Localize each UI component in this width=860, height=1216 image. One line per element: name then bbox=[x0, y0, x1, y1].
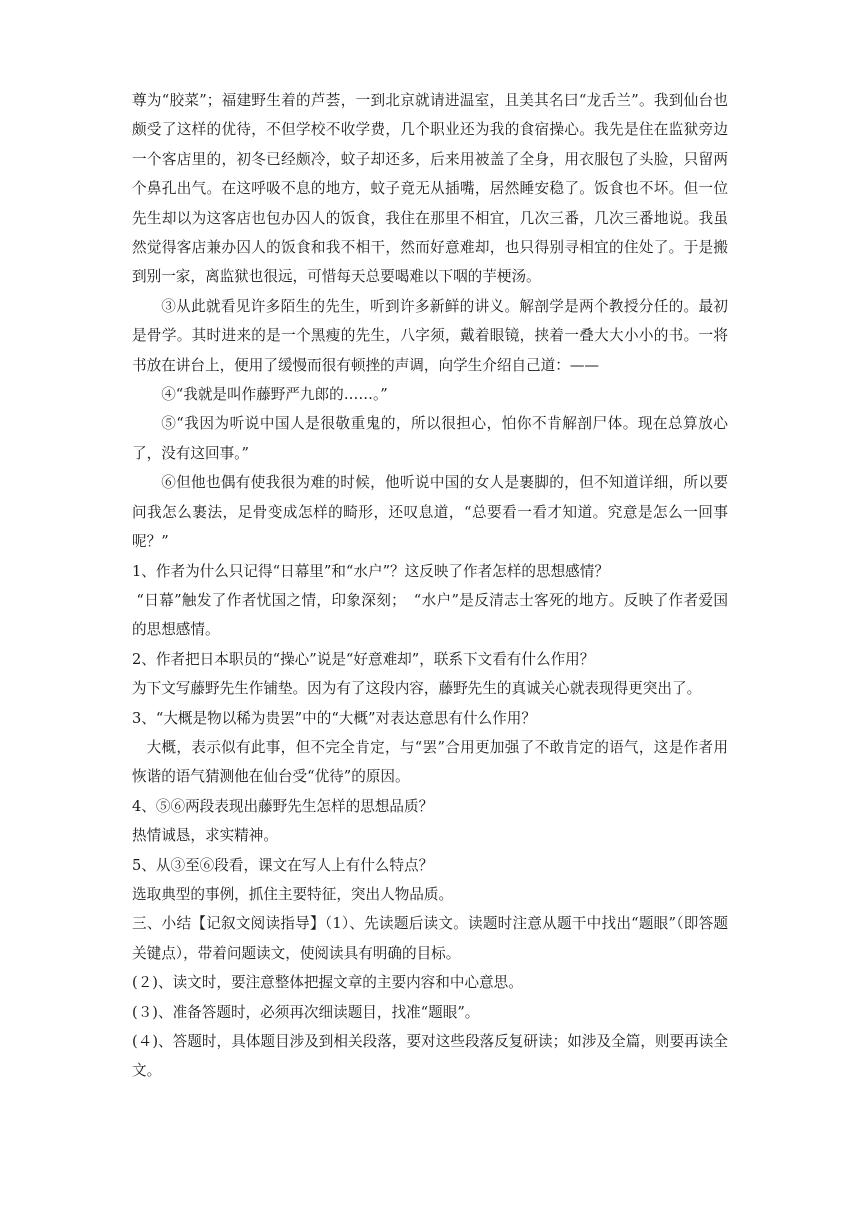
answer-1: “日幕”触发了作者忧国之情，印象深刻； “水户”是反清志士客死的地方。反映了作者爱国的思想感情。 bbox=[132, 591, 728, 639]
answer-4: 热情诚恳，求实精神。 bbox=[132, 827, 278, 845]
answer-5: 选取典型的事例，抓住主要特征，突出人物品质。 bbox=[132, 885, 454, 903]
document-page bbox=[132, 86, 728, 1086]
answer-2: 为下文写藤野先生作铺垫。因为有了这段内容，藤野先生的真诚关心就表现得更突出了。 bbox=[132, 680, 702, 698]
text-paragraph: ⑥但他也偶有使我很为难的时候，他听说中国的女人是裹脚的，但不知道详细，所以要问我怎么裹法，足骨变成怎样的畸形，还叹息道，“总要看一看才知道。究意是怎么一回事呢？” bbox=[132, 474, 728, 551]
text-paragraph: 尊为“胶菜”；福建野生着的芦荟，一到北京就请进温室，且美其名曰“龙舌兰”。我到仙台也颇受了这样的优待，不但学校不收学费，几个职业还为我的食宿操心。我先是住在监狱旁边一个客店里的，初冬已经颇冷，蚊子却还多，后来用被盖了全身，用衣服包了头脸，只留两个鼻孔出气。在这呼吸不息的地方，蚊子竟无从插嘴，居然睡安稳了。饭食也不坏。但一位先生却以为这客店也包办囚人的饭食，我住在那里不相宜，几次三番，几次三番地说。我虽然觉得客店兼办囚人的饭食和我不相干，然而好意难却，也只得别寻相宜的住处了。于是搬到别一家，离监狱也很远，可惜每天总要喝难以下咽的芋梗汤。 bbox=[132, 92, 728, 286]
answer-3: 大概，表示似有此事，但不完全肯定，与“罢”合用更加强了不敢肯定的语气，这是作者用恢谐的语气猜测他在仙台受“优待”的原因。 bbox=[132, 738, 728, 786]
question-4: 4、⑤⑥两段表现出藤野先生怎样的思想品质？ bbox=[132, 797, 434, 815]
summary-item-3: (３)、准备答题时，必须再次细读题目，找准“题眼”。 bbox=[132, 1003, 480, 1021]
question-2: 2、作者把日本职员的“操心”说是“好意难却”，联系下文看有什么作用？ bbox=[132, 650, 595, 668]
text-paragraph: ④“我就是叫作藤野严九郎的……。” bbox=[161, 386, 388, 404]
question-3: 3、“大概是物以稀为贵罢”中的“大概”对表达意思有什么作用？ bbox=[132, 709, 536, 727]
summary-item-4: (４)、答题时，具体题目涉及到相关段落，要对这些段落反复研读；如涉及全篇，则要再读全文。 bbox=[132, 1033, 728, 1080]
text-paragraph: ⑤“我因为听说中国人是很敬重鬼的，所以很担心，怕你不肯解剖尸体。现在总算放心了，没有这回事。” bbox=[132, 415, 728, 462]
question-1: 1、作者为什么只记得“日幕里”和“水户”？这反映了作者怎样的思想感情？ bbox=[132, 562, 609, 580]
text-paragraph: ③从此就看见许多陌生的先生，听到许多新鲜的讲义。解剖学是两个教授分任的。最初是骨学。其时进来的是一个黑瘦的先生，八字须，戴着眼镜，挟着一叠大大小小的书。一将书放在讲台上，便用了缓慢而很有顿挫的声调，向学生介绍自己道：—— bbox=[132, 297, 728, 374]
question-5: 5、从③至⑥段看，课文在写人上有什么特点？ bbox=[132, 856, 434, 874]
summary-heading: 三、小结【记叙文阅读指导】（1）、先读题后读文。读题时注意从题干中找出“题眼”（即答题关键点），带着问题读文，使阅读具有明确的目标。 bbox=[132, 915, 728, 962]
summary-item-2: (２)、读文时，要注意整体把握文章的主要内容和中心意思。 bbox=[132, 974, 523, 992]
